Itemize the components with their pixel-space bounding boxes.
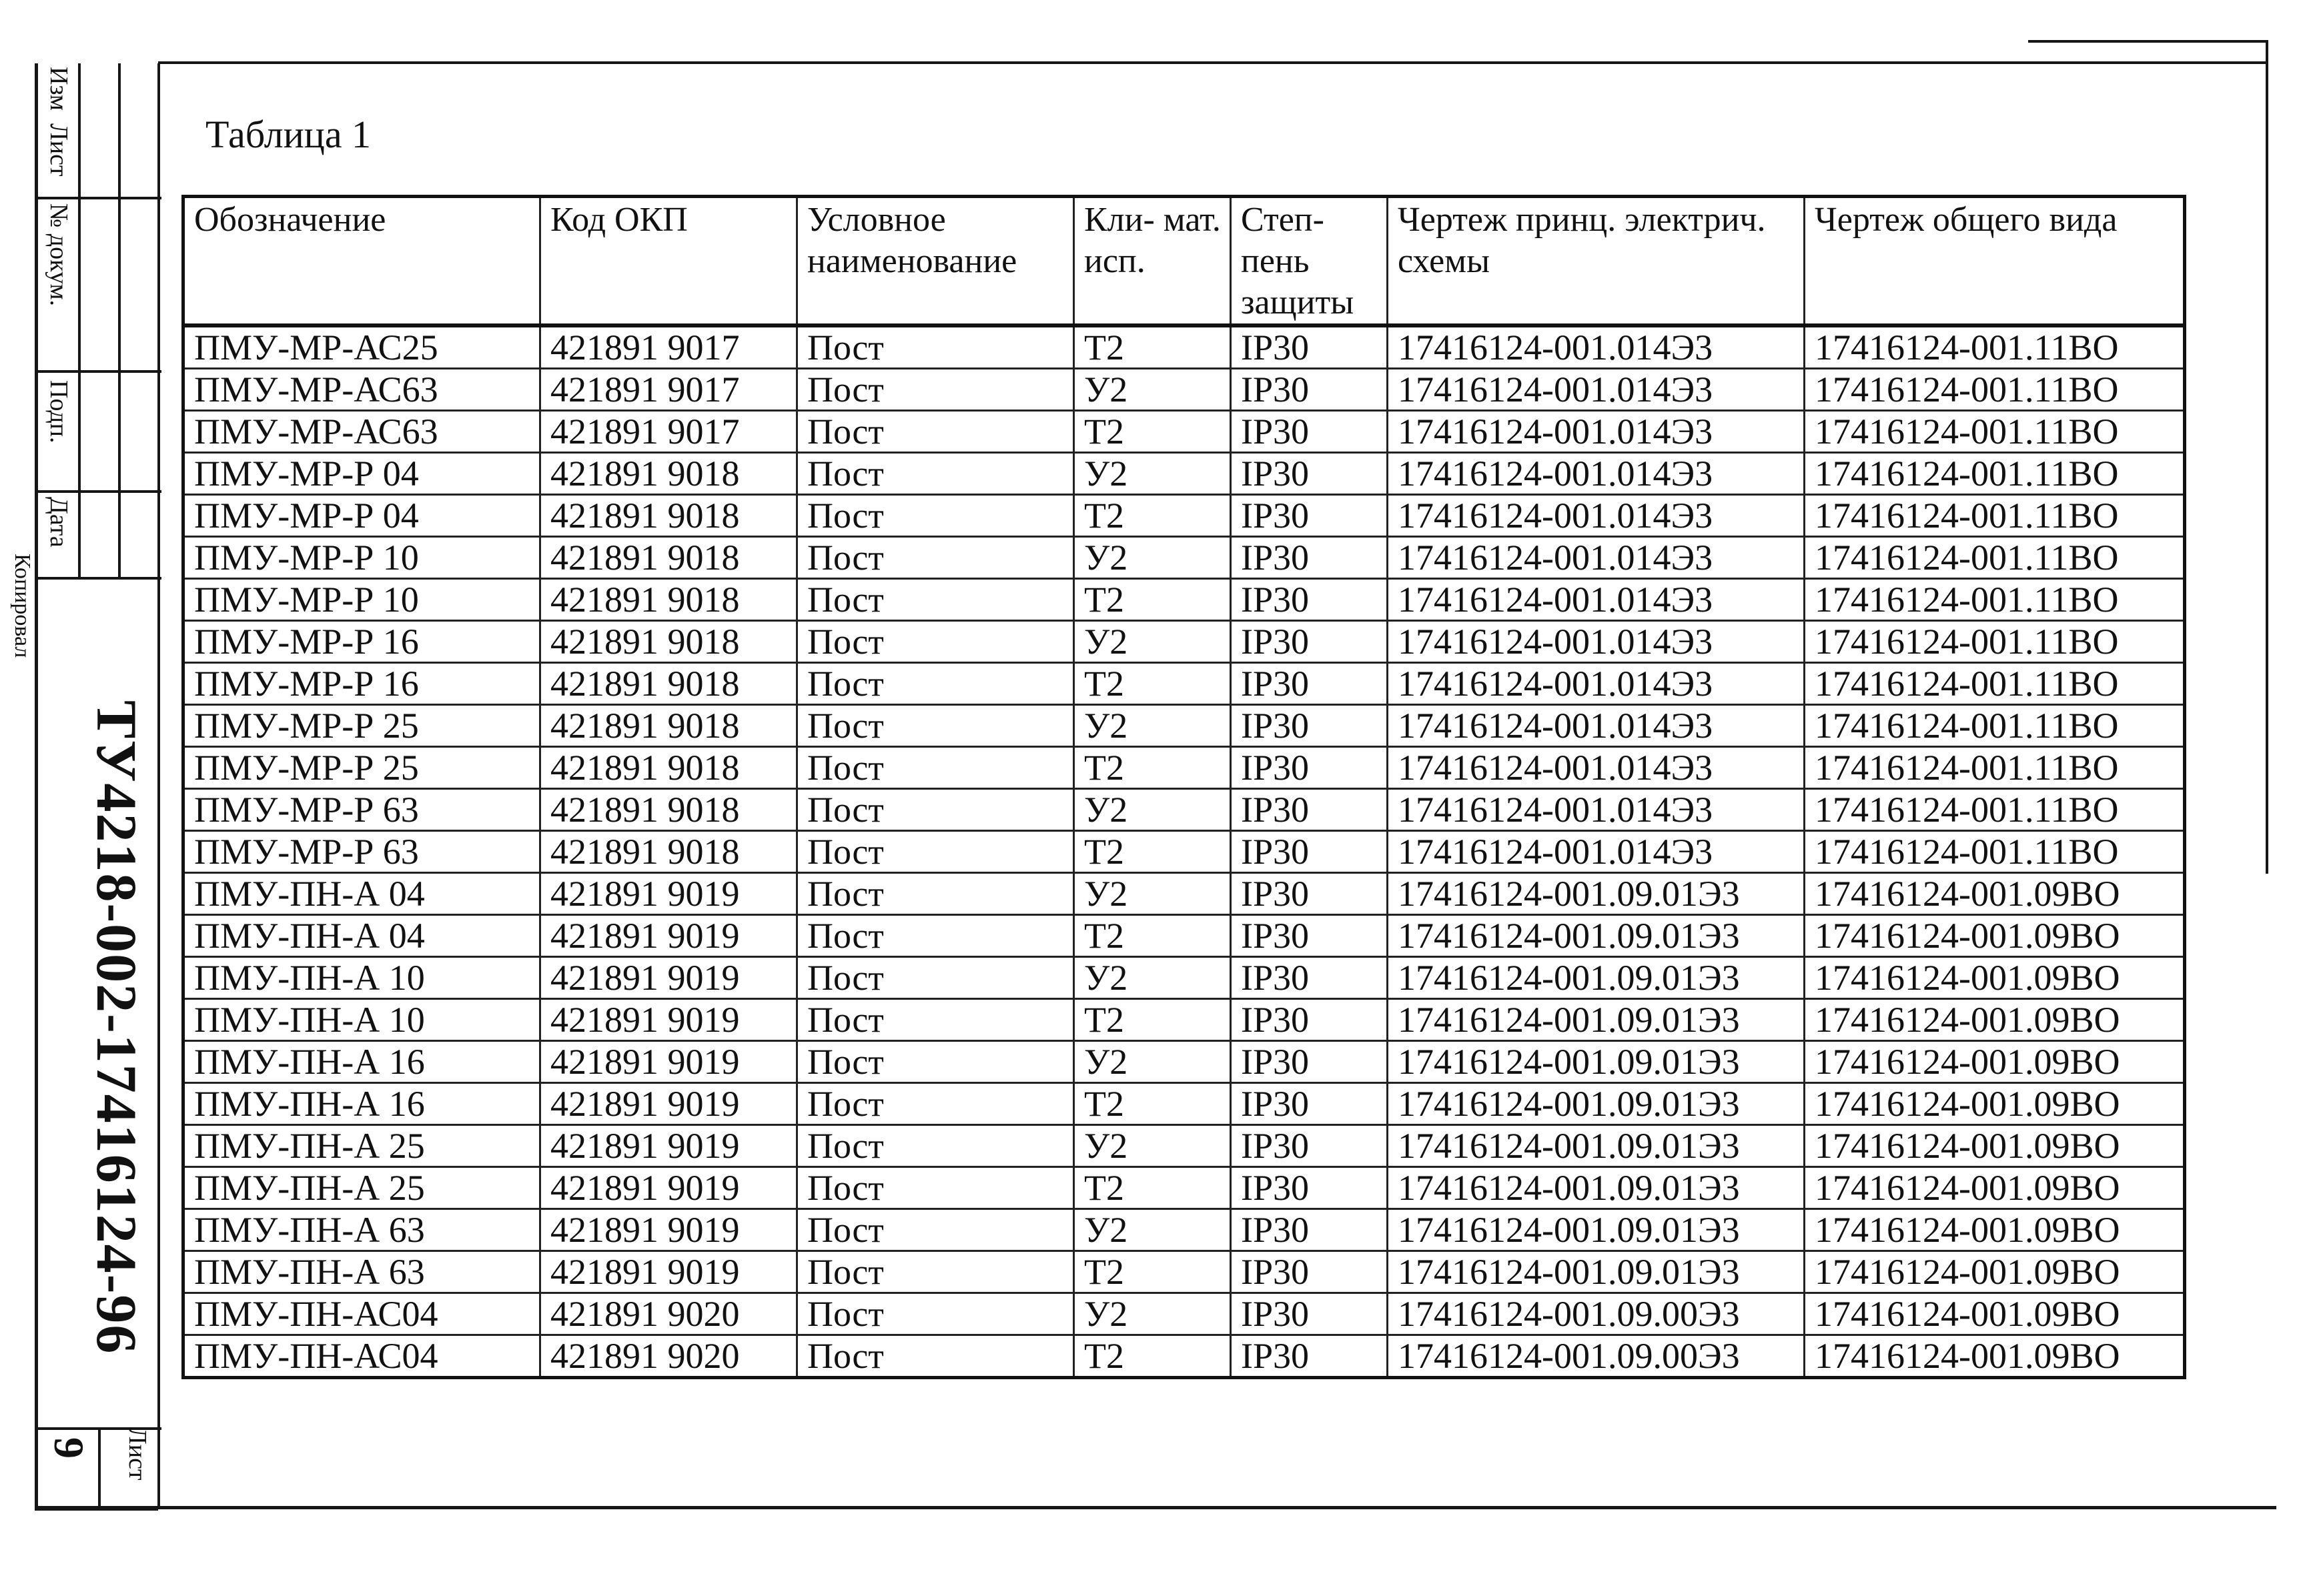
cell-general-drawing: 17416124-001.11ВО: [1805, 789, 2185, 831]
cell-general-drawing: 17416124-001.11ВО: [1805, 747, 2185, 789]
cell-circuit-drawing: 17416124-001.014Э3: [1388, 369, 1805, 411]
cell-climatic-version: Т2: [1074, 999, 1231, 1041]
table-row: [183, 705, 2185, 747]
cell-circuit-drawing: 17416124-001.014Э3: [1388, 621, 1805, 663]
cell-general-drawing: 17416124-001.11ВО: [1805, 369, 2185, 411]
table-row: [183, 789, 2185, 831]
cell-designation: ПМУ-ПН-А 16: [183, 1041, 540, 1083]
cell-designation: ПМУ-МР-АС63: [183, 369, 540, 411]
table-row: [183, 999, 2185, 1041]
cell-okp-code: 421891 9019: [540, 1251, 797, 1293]
cell-circuit-drawing: 17416124-001.09.01Э3: [1388, 999, 1805, 1041]
cell-climatic-version: Т2: [1074, 831, 1231, 873]
cell-conventional-name: Пост: [797, 1167, 1074, 1209]
stamp-divider: [78, 63, 81, 577]
cell-protection-degree: IP30: [1231, 831, 1388, 873]
cell-circuit-drawing: 17416124-001.014Э3: [1388, 705, 1805, 747]
stamp-divider: [98, 1427, 101, 1511]
table-body: [183, 325, 2185, 1378]
header-general-drawing: Чертеж общего вида: [1805, 197, 2185, 326]
cell-general-drawing: 17416124-001.11ВО: [1805, 411, 2185, 453]
cell-protection-degree: IP30: [1231, 579, 1388, 621]
cell-protection-degree: IP30: [1231, 453, 1388, 495]
cell-climatic-version: Т2: [1074, 495, 1231, 537]
cell-climatic-version: У2: [1074, 957, 1231, 999]
cell-climatic-version: У2: [1074, 453, 1231, 495]
stamp-label-data: Дата: [45, 497, 73, 548]
cell-conventional-name: Пост: [797, 369, 1074, 411]
cell-designation: ПМУ-ПН-А 63: [183, 1209, 540, 1251]
cell-circuit-drawing: 17416124-001.09.01Э3: [1388, 1041, 1805, 1083]
cell-designation: ПМУ-ПН-А 04: [183, 915, 540, 957]
cell-okp-code: 421891 9018: [540, 495, 797, 537]
table-header-row: [183, 197, 2185, 326]
cell-okp-code: 421891 9018: [540, 453, 797, 495]
cell-okp-code: 421891 9020: [540, 1335, 797, 1378]
cell-okp-code: 421891 9018: [540, 537, 797, 579]
table-row: [183, 831, 2185, 873]
cell-okp-code: 421891 9019: [540, 1167, 797, 1209]
cell-climatic-version: У2: [1074, 705, 1231, 747]
cell-protection-degree: IP30: [1231, 705, 1388, 747]
cell-general-drawing: 17416124-001.09ВО: [1805, 1041, 2185, 1083]
table-caption: Таблица 1: [205, 113, 372, 156]
cell-conventional-name: Пост: [797, 663, 1074, 705]
table-row: [183, 1167, 2185, 1209]
cell-protection-degree: IP30: [1231, 1167, 1388, 1209]
frame-top-line: [158, 61, 2266, 64]
cell-protection-degree: IP30: [1231, 1125, 1388, 1167]
stamp-divider: [38, 490, 161, 493]
cell-designation: ПМУ-ПН-А 16: [183, 1083, 540, 1125]
cell-general-drawing: 17416124-001.11ВО: [1805, 663, 2185, 705]
cell-general-drawing: 17416124-001.11ВО: [1805, 705, 2185, 747]
cell-okp-code: 421891 9018: [540, 789, 797, 831]
cell-okp-code: 421891 9019: [540, 915, 797, 957]
table-row: [183, 1041, 2185, 1083]
header-circuit-drawing: Чертеж принц. электрич. схемы: [1388, 197, 1805, 326]
sheet-number: 9: [45, 1437, 93, 1459]
cell-okp-code: 421891 9019: [540, 1209, 797, 1251]
cell-circuit-drawing: 17416124-001.09.01Э3: [1388, 1251, 1805, 1293]
cell-protection-degree: IP30: [1231, 1041, 1388, 1083]
cell-conventional-name: Пост: [797, 411, 1074, 453]
cell-protection-degree: IP30: [1231, 369, 1388, 411]
cell-general-drawing: 17416124-001.11ВО: [1805, 537, 2185, 579]
spec-table: [181, 195, 2186, 1379]
cell-conventional-name: Пост: [797, 453, 1074, 495]
cell-climatic-version: У2: [1074, 1209, 1231, 1251]
stamp-label-podp: Подп.: [45, 380, 73, 444]
table-row: [183, 537, 2185, 579]
cell-protection-degree: IP30: [1231, 1293, 1388, 1335]
cell-okp-code: 421891 9018: [540, 663, 797, 705]
cell-climatic-version: Т2: [1074, 325, 1231, 369]
cell-conventional-name: Пост: [797, 537, 1074, 579]
cell-climatic-version: У2: [1074, 537, 1231, 579]
cell-climatic-version: Т2: [1074, 915, 1231, 957]
stamp-divider: [38, 370, 161, 373]
cell-okp-code: 421891 9017: [540, 325, 797, 369]
cell-circuit-drawing: 17416124-001.014Э3: [1388, 747, 1805, 789]
cell-general-drawing: 17416124-001.11ВО: [1805, 579, 2185, 621]
cell-conventional-name: Пост: [797, 1125, 1074, 1167]
cell-circuit-drawing: 17416124-001.014Э3: [1388, 411, 1805, 453]
cell-designation: ПМУ-ПН-А 25: [183, 1167, 540, 1209]
table-row: [183, 621, 2185, 663]
cell-designation: ПМУ-МР-Р 25: [183, 705, 540, 747]
cell-protection-degree: IP30: [1231, 1251, 1388, 1293]
table-row: [183, 1083, 2185, 1125]
cell-protection-degree: IP30: [1231, 1083, 1388, 1125]
cell-climatic-version: Т2: [1074, 579, 1231, 621]
cell-climatic-version: У2: [1074, 1041, 1231, 1083]
header-protection-degree: Степ- пень защиты: [1231, 197, 1388, 326]
cell-conventional-name: Пост: [797, 747, 1074, 789]
cell-protection-degree: IP30: [1231, 1209, 1388, 1251]
cell-okp-code: 421891 9017: [540, 411, 797, 453]
copied-by-label: Копировал: [10, 554, 35, 658]
cell-protection-degree: IP30: [1231, 537, 1388, 579]
cell-circuit-drawing: 17416124-001.09.01Э3: [1388, 915, 1805, 957]
cell-climatic-version: Т2: [1074, 411, 1231, 453]
cell-circuit-drawing: 17416124-001.014Э3: [1388, 831, 1805, 873]
cell-climatic-version: У2: [1074, 1125, 1231, 1167]
cell-protection-degree: IP30: [1231, 789, 1388, 831]
cell-okp-code: 421891 9017: [540, 369, 797, 411]
cell-protection-degree: IP30: [1231, 411, 1388, 453]
cell-protection-degree: IP30: [1231, 621, 1388, 663]
cell-climatic-version: У2: [1074, 1293, 1231, 1335]
frame-right-line: [2266, 40, 2268, 874]
cell-general-drawing: 17416124-001.09ВО: [1805, 957, 2185, 999]
table-row: [183, 495, 2185, 537]
cell-okp-code: 421891 9018: [540, 621, 797, 663]
cell-designation: ПМУ-ПН-А 04: [183, 873, 540, 915]
table-row: [183, 915, 2185, 957]
cell-conventional-name: Пост: [797, 1335, 1074, 1378]
cell-designation: ПМУ-ПН-АС04: [183, 1335, 540, 1378]
cell-designation: ПМУ-ПН-АС04: [183, 1293, 540, 1335]
cell-circuit-drawing: 17416124-001.014Э3: [1388, 663, 1805, 705]
cell-circuit-drawing: 17416124-001.09.00Э3: [1388, 1335, 1805, 1378]
stamp-divider: [38, 577, 161, 580]
cell-conventional-name: Пост: [797, 831, 1074, 873]
cell-protection-degree: IP30: [1231, 999, 1388, 1041]
cell-climatic-version: Т2: [1074, 663, 1231, 705]
cell-circuit-drawing: 17416124-001.09.01Э3: [1388, 1167, 1805, 1209]
cell-general-drawing: 17416124-001.11ВО: [1805, 325, 2185, 369]
cell-designation: ПМУ-МР-Р 16: [183, 621, 540, 663]
frame-top-right-line: [2028, 40, 2268, 43]
cell-designation: ПМУ-МР-Р 63: [183, 831, 540, 873]
table-row: [183, 1209, 2185, 1251]
frame-bottom-line: [35, 1506, 2276, 1509]
document-code: ТУ4218-002-17416124-96: [85, 700, 149, 1355]
sheet-label: Лист: [123, 1427, 151, 1481]
cell-designation: ПМУ-МР-Р 10: [183, 537, 540, 579]
cell-protection-degree: IP30: [1231, 663, 1388, 705]
cell-okp-code: 421891 9020: [540, 1293, 797, 1335]
cell-general-drawing: 17416124-001.11ВО: [1805, 495, 2185, 537]
cell-protection-degree: IP30: [1231, 915, 1388, 957]
cell-climatic-version: Т2: [1074, 1335, 1231, 1378]
stamp-divider: [38, 197, 161, 199]
table-row: [183, 747, 2185, 789]
cell-designation: ПМУ-МР-Р 63: [183, 789, 540, 831]
table-row: [183, 873, 2185, 915]
cell-general-drawing: 17416124-001.09ВО: [1805, 873, 2185, 915]
cell-circuit-drawing: 17416124-001.09.00Э3: [1388, 1293, 1805, 1335]
table-row: [183, 1251, 2185, 1293]
cell-circuit-drawing: 17416124-001.014Э3: [1388, 453, 1805, 495]
table-row: [183, 325, 2185, 369]
cell-protection-degree: IP30: [1231, 957, 1388, 999]
cell-protection-degree: IP30: [1231, 325, 1388, 369]
cell-okp-code: 421891 9019: [540, 1041, 797, 1083]
cell-protection-degree: IP30: [1231, 747, 1388, 789]
header-okp-code: Код ОКП: [540, 197, 797, 326]
cell-okp-code: 421891 9019: [540, 1125, 797, 1167]
cell-conventional-name: Пост: [797, 495, 1074, 537]
cell-protection-degree: IP30: [1231, 495, 1388, 537]
table-row: [183, 411, 2185, 453]
table-row: [183, 1293, 2185, 1335]
cell-designation: ПМУ-МР-Р 04: [183, 453, 540, 495]
cell-conventional-name: Пост: [797, 1251, 1074, 1293]
cell-conventional-name: Пост: [797, 705, 1074, 747]
stamp-divider: [118, 63, 121, 577]
cell-general-drawing: 17416124-001.09ВО: [1805, 1293, 2185, 1335]
table-row: [183, 1335, 2185, 1378]
table-row: [183, 1125, 2185, 1167]
cell-okp-code: 421891 9018: [540, 579, 797, 621]
cell-climatic-version: У2: [1074, 789, 1231, 831]
cell-conventional-name: Пост: [797, 999, 1074, 1041]
cell-conventional-name: Пост: [797, 957, 1074, 999]
cell-climatic-version: У2: [1074, 369, 1231, 411]
cell-general-drawing: 17416124-001.09ВО: [1805, 915, 2185, 957]
cell-designation: ПМУ-МР-Р 10: [183, 579, 540, 621]
cell-general-drawing: 17416124-001.11ВО: [1805, 831, 2185, 873]
cell-circuit-drawing: 17416124-001.014Э3: [1388, 325, 1805, 369]
cell-general-drawing: 17416124-001.11ВО: [1805, 621, 2185, 663]
cell-circuit-drawing: 17416124-001.014Э3: [1388, 789, 1805, 831]
cell-okp-code: 421891 9018: [540, 747, 797, 789]
cell-general-drawing: 17416124-001.09ВО: [1805, 1209, 2185, 1251]
cell-okp-code: 421891 9019: [540, 957, 797, 999]
cell-conventional-name: Пост: [797, 1083, 1074, 1125]
cell-designation: ПМУ-ПН-А 10: [183, 999, 540, 1041]
cell-climatic-version: Т2: [1074, 1083, 1231, 1125]
table-row: [183, 957, 2185, 999]
cell-designation: ПМУ-МР-Р 16: [183, 663, 540, 705]
cell-conventional-name: Пост: [797, 1293, 1074, 1335]
cell-conventional-name: Пост: [797, 621, 1074, 663]
cell-climatic-version: Т2: [1074, 1251, 1231, 1293]
cell-conventional-name: Пост: [797, 1209, 1074, 1251]
cell-designation: ПМУ-МР-Р 04: [183, 495, 540, 537]
cell-conventional-name: Пост: [797, 579, 1074, 621]
cell-circuit-drawing: 17416124-001.09.01Э3: [1388, 1125, 1805, 1167]
cell-general-drawing: 17416124-001.09ВО: [1805, 1251, 2185, 1293]
spec-table-wrapper: [181, 195, 2186, 1379]
cell-protection-degree: IP30: [1231, 1335, 1388, 1378]
cell-climatic-version: Т2: [1074, 747, 1231, 789]
cell-okp-code: 421891 9019: [540, 873, 797, 915]
cell-designation: ПМУ-ПН-А 63: [183, 1251, 540, 1293]
cell-okp-code: 421891 9019: [540, 999, 797, 1041]
stamp-label-docnum: № докум.: [45, 203, 73, 307]
cell-protection-degree: IP30: [1231, 873, 1388, 915]
header-conventional-name: Условное наименование: [797, 197, 1074, 326]
header-designation: Обозначение: [183, 197, 540, 326]
header-climatic-version: Кли- мат. исп.: [1074, 197, 1231, 326]
cell-general-drawing: 17416124-001.09ВО: [1805, 1335, 2185, 1378]
cell-climatic-version: У2: [1074, 873, 1231, 915]
cell-conventional-name: Пост: [797, 325, 1074, 369]
table-row: [183, 663, 2185, 705]
cell-general-drawing: 17416124-001.09ВО: [1805, 1125, 2185, 1167]
cell-general-drawing: 17416124-001.11ВО: [1805, 453, 2185, 495]
cell-circuit-drawing: 17416124-001.014Э3: [1388, 537, 1805, 579]
cell-circuit-drawing: 17416124-001.09.01Э3: [1388, 873, 1805, 915]
table-row: [183, 453, 2185, 495]
cell-circuit-drawing: 17416124-001.09.01Э3: [1388, 957, 1805, 999]
cell-climatic-version: Т2: [1074, 1167, 1231, 1209]
cell-general-drawing: 17416124-001.09ВО: [1805, 1167, 2185, 1209]
table-row: [183, 369, 2185, 411]
stamp-label-izm: Изм: [45, 67, 73, 111]
cell-circuit-drawing: 17416124-001.014Э3: [1388, 495, 1805, 537]
cell-circuit-drawing: 17416124-001.09.01Э3: [1388, 1083, 1805, 1125]
cell-okp-code: 421891 9018: [540, 705, 797, 747]
cell-okp-code: 421891 9018: [540, 831, 797, 873]
cell-designation: ПМУ-МР-Р 25: [183, 747, 540, 789]
stamp-label-list: Лист: [45, 123, 73, 177]
cell-circuit-drawing: 17416124-001.09.01Э3: [1388, 1209, 1805, 1251]
cell-designation: ПМУ-ПН-А 10: [183, 957, 540, 999]
cell-conventional-name: Пост: [797, 789, 1074, 831]
cell-general-drawing: 17416124-001.09ВО: [1805, 1083, 2185, 1125]
table-row: [183, 579, 2185, 621]
cell-conventional-name: Пост: [797, 1041, 1074, 1083]
cell-designation: ПМУ-МР-АС25: [183, 325, 540, 369]
cell-circuit-drawing: 17416124-001.014Э3: [1388, 579, 1805, 621]
cell-okp-code: 421891 9019: [540, 1083, 797, 1125]
cell-designation: ПМУ-МР-АС63: [183, 411, 540, 453]
cell-designation: ПМУ-ПН-А 25: [183, 1125, 540, 1167]
cell-climatic-version: У2: [1074, 621, 1231, 663]
cell-conventional-name: Пост: [797, 915, 1074, 957]
cell-conventional-name: Пост: [797, 873, 1074, 915]
cell-general-drawing: 17416124-001.09ВО: [1805, 999, 2185, 1041]
